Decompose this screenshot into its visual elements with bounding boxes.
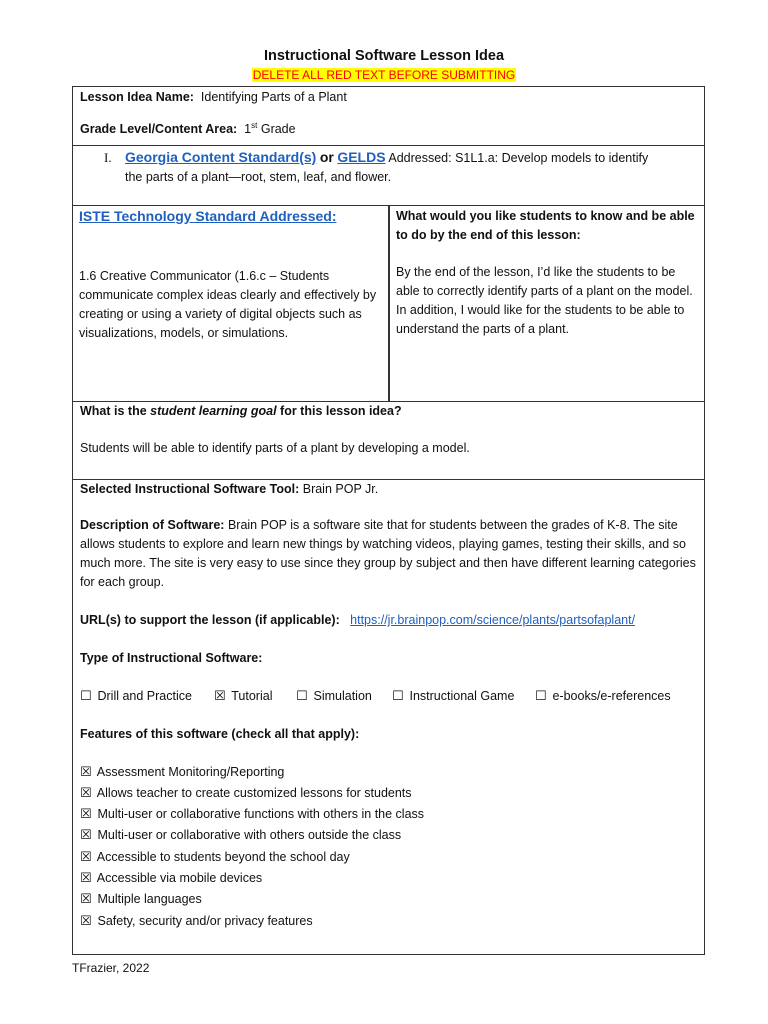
feature-label: Multi-user or collaborative with others outside the class (97, 828, 402, 842)
georgia-standards-link[interactable]: Georgia Content Standard(s) (125, 149, 317, 165)
checkbox-icon[interactable]: ☐ (392, 688, 404, 703)
checkbox-icon[interactable]: ☒ (80, 827, 92, 842)
type-option-label: e-books/e-references (552, 689, 671, 703)
checkbox-icon[interactable]: ☒ (80, 849, 92, 864)
iste-body: 1.6 Creative Communicator (1.6.c – Students communicate complex ideas clearly and effectively by creating or using a variety of digital objects such as visualizations, models, or simulations. (79, 269, 377, 340)
feature-item[interactable] (80, 783, 412, 803)
grade-number: 1 (244, 122, 252, 137)
lesson-url-link[interactable]: https://jr.brainpop.com/science/plants/partsofaplant/ (350, 613, 636, 627)
tool-line (80, 480, 378, 499)
checkbox-icon[interactable]: ☒ (214, 688, 226, 703)
grade-line (80, 116, 296, 139)
or-text: or (319, 149, 334, 165)
feature-label: Accessible to students beyond the school day (96, 850, 350, 864)
checkbox-icon[interactable]: ☒ (80, 785, 92, 800)
feature-item[interactable] (80, 825, 401, 845)
features-label: Features of this software (check all that apply): (80, 727, 360, 741)
feature-item[interactable] (80, 762, 284, 782)
feature-label: Accessible via mobile devices (96, 871, 263, 885)
warning-text: DELETE ALL RED TEXT BEFORE SUBMITTING (252, 68, 516, 82)
feature-label: Multiple languages (97, 892, 202, 906)
type-option[interactable] (535, 688, 671, 704)
goal-answer: Students will be able to identify parts of a plant by developing a model. (80, 441, 470, 455)
grade-word: Grade (260, 122, 296, 137)
warning-banner (0, 68, 768, 82)
lesson-name-line (80, 88, 347, 107)
standards-line-2: the parts of a plant—root, stem, leaf, and flower. (125, 170, 392, 184)
type-option-label: Tutorial (231, 689, 273, 703)
feature-label: Multi-user or collaborative functions with others in the class (97, 807, 425, 821)
type-option[interactable] (214, 688, 272, 704)
type-option[interactable] (392, 688, 514, 704)
standards-addressed-text: Addressed: S1L1.a: Develop models to identify (388, 151, 649, 165)
checkbox-icon[interactable]: ☒ (80, 806, 92, 821)
feature-item[interactable] (80, 889, 202, 909)
checkbox-icon[interactable]: ☐ (535, 688, 547, 703)
type-option-label: Simulation (313, 689, 372, 703)
feature-label: Safety, security and/or privacy features (97, 914, 313, 928)
description-label: Description of Software: (80, 518, 225, 532)
goal-q-prefix: What is the (80, 404, 147, 418)
document-title: Instructional Software Lesson Idea (263, 48, 505, 64)
lesson-name-value: Identifying Parts of a Plant (200, 90, 347, 104)
checkbox-icon[interactable]: ☒ (80, 913, 92, 928)
goal-question (80, 402, 402, 421)
description-paragraph (80, 516, 700, 592)
checkbox-icon[interactable]: ☒ (80, 891, 92, 906)
iste-heading-link[interactable]: ISTE Technology Standard Addressed: (79, 208, 337, 224)
grade-label: Grade Level/Content Area: (80, 122, 238, 137)
feature-item[interactable] (80, 804, 424, 824)
description-value: Brain POP is a software site that for students between the grades of K-8. The site allows students to explore and learn new things by watching videos, playing games, testing their skills, and so much more. The site is very easy to use since they group by subject and then have different learning categories for each group. (80, 518, 696, 589)
type-option-label: Instructional Game (409, 689, 515, 703)
tool-value: Brain POP Jr. (302, 482, 379, 496)
url-line (80, 611, 635, 630)
goal-q-suffix: for this lesson idea? (280, 404, 402, 418)
feature-item[interactable] (80, 868, 262, 888)
outcomes-body: By the end of the lesson, I’d like the students to be able to correctly identify parts of a plant on the model. In addition, I would like for the students to be able to understand the parts of a plant. (396, 265, 693, 336)
standards-number: I. (104, 150, 112, 165)
checkbox-icon[interactable]: ☒ (80, 870, 92, 885)
feature-label: Allows teacher to create customized lessons for students (96, 786, 412, 800)
standards-line-1 (125, 148, 648, 168)
type-option[interactable] (296, 688, 372, 704)
checkbox-icon[interactable]: ☐ (296, 688, 308, 703)
tool-label: Selected Instructional Software Tool: (80, 482, 300, 496)
outcomes-heading: What would you like students to know and be able to do by the end of this lesson: (396, 209, 695, 242)
url-label: URL(s) to support the lesson (if applicable): (80, 613, 340, 627)
checkbox-icon[interactable]: ☒ (80, 764, 92, 779)
type-label: Type of Instructional Software: (80, 651, 263, 665)
footer-credit: TFrazier, 2022 (72, 961, 150, 975)
goal-q-emph: student learning goal (150, 404, 277, 418)
lesson-name-label: Lesson Idea Name: (80, 90, 194, 104)
feature-label: Assessment Monitoring/Reporting (96, 765, 285, 779)
type-option-label: Drill and Practice (97, 689, 192, 703)
gelds-link[interactable]: GELDS (337, 149, 386, 165)
feature-item[interactable] (80, 911, 313, 931)
type-option[interactable] (80, 688, 192, 704)
grade-sup: st (251, 121, 258, 130)
feature-item[interactable] (80, 847, 350, 867)
checkbox-icon[interactable]: ☐ (80, 688, 92, 703)
